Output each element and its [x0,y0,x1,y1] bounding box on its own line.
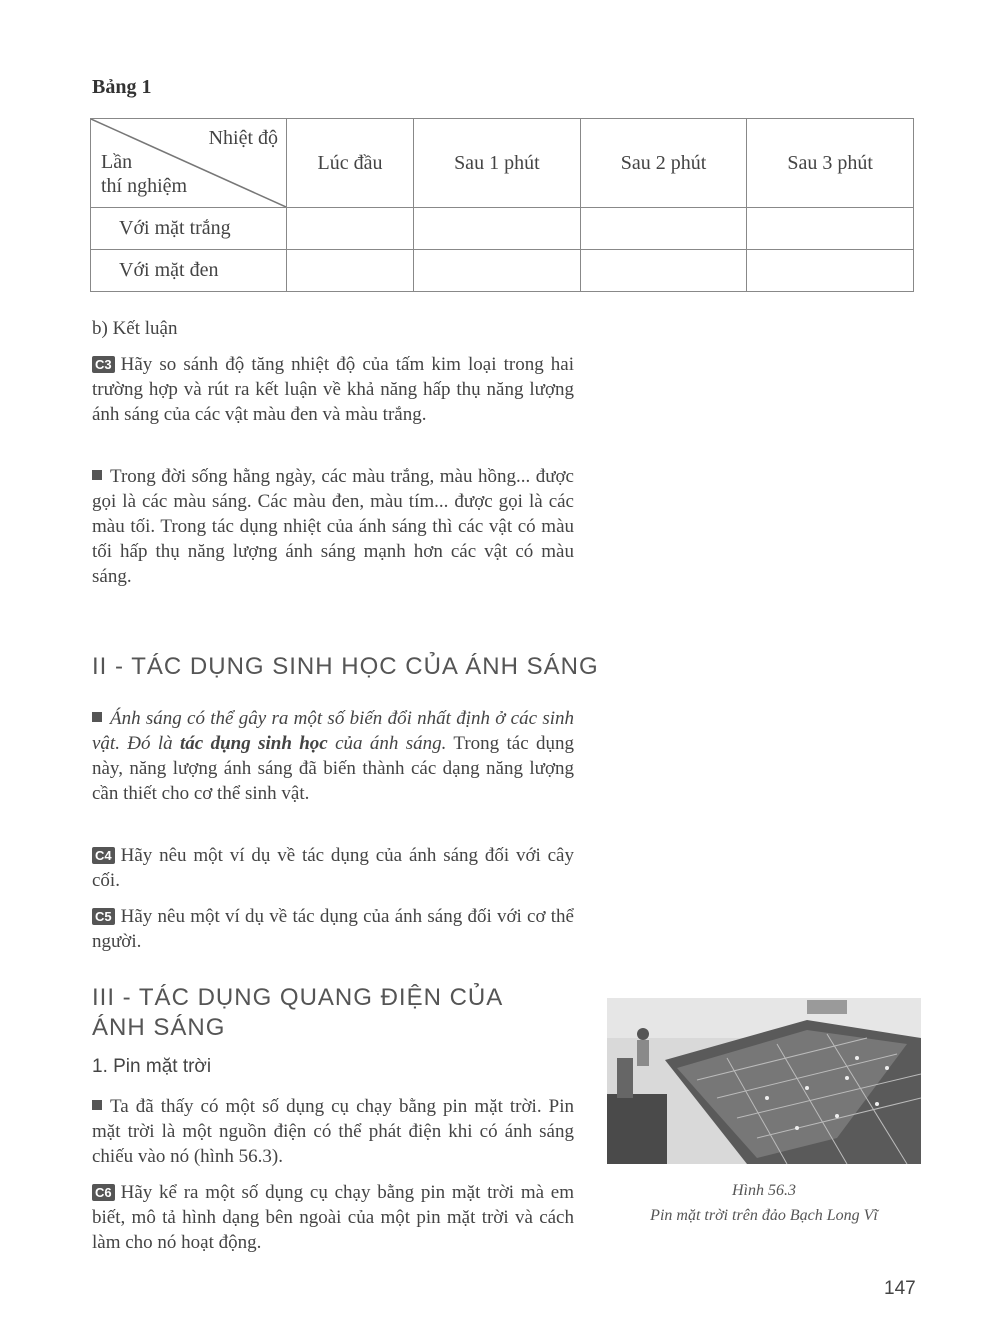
intro-rest: Trong tác dụng này, năng lượng ánh sáng đã biến thành các dạng năng lượng cần thiết cho cơ thể sinh vật. [92,733,575,804]
table-row [91,208,914,250]
colors-paragraph-text: Trong đời sống hằng ngày, các màu trắng, màu hồng... được gọi là các màu sáng. Các màu đen, màu tím... được gọi là các màu tối. Trong tác dụng nhiệt của ánh sáng thì các vật có màu tối hấp thụ năng lượng ánh sáng mạnh hơn các vật có màu sáng. [92,466,574,587]
bullet-square-icon [92,1100,102,1110]
section-2-heading: II - TÁC DỤNG SINH HỌC CỦA ÁNH SÁNG [92,653,599,680]
table-cell [580,250,747,292]
solar-panel-photo [607,998,921,1164]
solar-panel-illustration [607,998,921,1164]
solar-paragraph-text: Ta đã thấy có một số dụng cụ chạy bằng pin mặt trời. Pin mặt trời là một nguồn điện có thể phát điện khi có ánh sáng chiếu vào nó (hình 56.3). [92,1096,574,1167]
row-label: Với mặt trắng [91,208,287,250]
c3-badge-icon: C3 [92,356,115,373]
question-c6 [92,1180,574,1255]
table-cell [287,208,414,250]
c4-text: Hãy nêu một ví dụ về tác dụng của ánh sáng đối với cây cối. [92,845,574,891]
column-header: Lúc đầu [287,119,414,208]
corner-label-trial-1: Lần [101,151,133,173]
table-cell [414,250,581,292]
c4-badge-icon: C4 [92,847,115,864]
question-c4 [92,843,574,893]
table-row [91,250,914,292]
figure-caption: Pin mặt trời trên đảo Bạch Long Vĩ [650,1207,878,1224]
column-header: Sau 1 phút [414,119,581,208]
figure-label: Hình 56.3 [732,1182,796,1199]
c5-text: Hãy nêu một ví dụ về tác dụng của ánh sáng đối với cơ thể người. [92,906,574,952]
intro-italic-end: của ánh sáng. [335,733,447,754]
table-cell [747,208,914,250]
corner-label-trial-2: thí nghiệm [101,175,188,197]
table-cell [580,208,747,250]
table-header-row [91,119,914,208]
section-3-heading [92,983,503,1043]
c3-text: Hãy so sánh độ tăng nhiệt độ của tấm kim loại trong hai trường hợp và rút ra kết luận về khả năng hấp thụ năng lượng ánh sáng của các vật màu đen và màu trắng. [92,354,574,425]
intro-italic: Ánh sáng có thể gây ra một số biến đổi nhất định ở các sinh vật. Đó là [92,708,574,754]
intro-bold-term: tác dụng sinh học [180,733,328,754]
c5-badge-icon: C5 [92,908,115,925]
column-header: Sau 2 phút [580,119,747,208]
section-3-heading-line2: ÁNH SÁNG [92,1014,226,1041]
bullet-square-icon [92,470,102,480]
question-c5 [92,904,574,954]
question-c3 [92,352,574,427]
section-2-intro [92,706,574,806]
conclusion-label: b) Kết luận [92,318,178,339]
c6-badge-icon: C6 [92,1184,115,1201]
column-header: Sau 3 phút [747,119,914,208]
row-label: Với mặt đen [91,250,287,292]
solar-paragraph [92,1094,574,1169]
section-3-heading-line1: III - TÁC DỤNG QUANG ĐIỆN CỦA [92,984,504,1011]
bullet-square-icon [92,712,102,722]
corner-label-temperature: Nhiệt độ [208,127,278,149]
table-corner-cell [91,119,287,208]
table-cell [747,250,914,292]
table-cell [287,250,414,292]
colors-paragraph [92,464,574,589]
table-caption: Bảng 1 [92,76,152,98]
subsection-solar-cell: 1. Pin mặt trời [92,1056,212,1077]
c6-text: Hãy kể ra một số dụng cụ chạy bằng pin mặt trời mà em biết, mô tả hình dạng bên ngoài của một pin mặt trời và cách làm cho nó hoạt động. [92,1182,574,1253]
table-cell [414,208,581,250]
experiment-table [90,118,914,292]
page-number: 147 [884,1278,916,1299]
